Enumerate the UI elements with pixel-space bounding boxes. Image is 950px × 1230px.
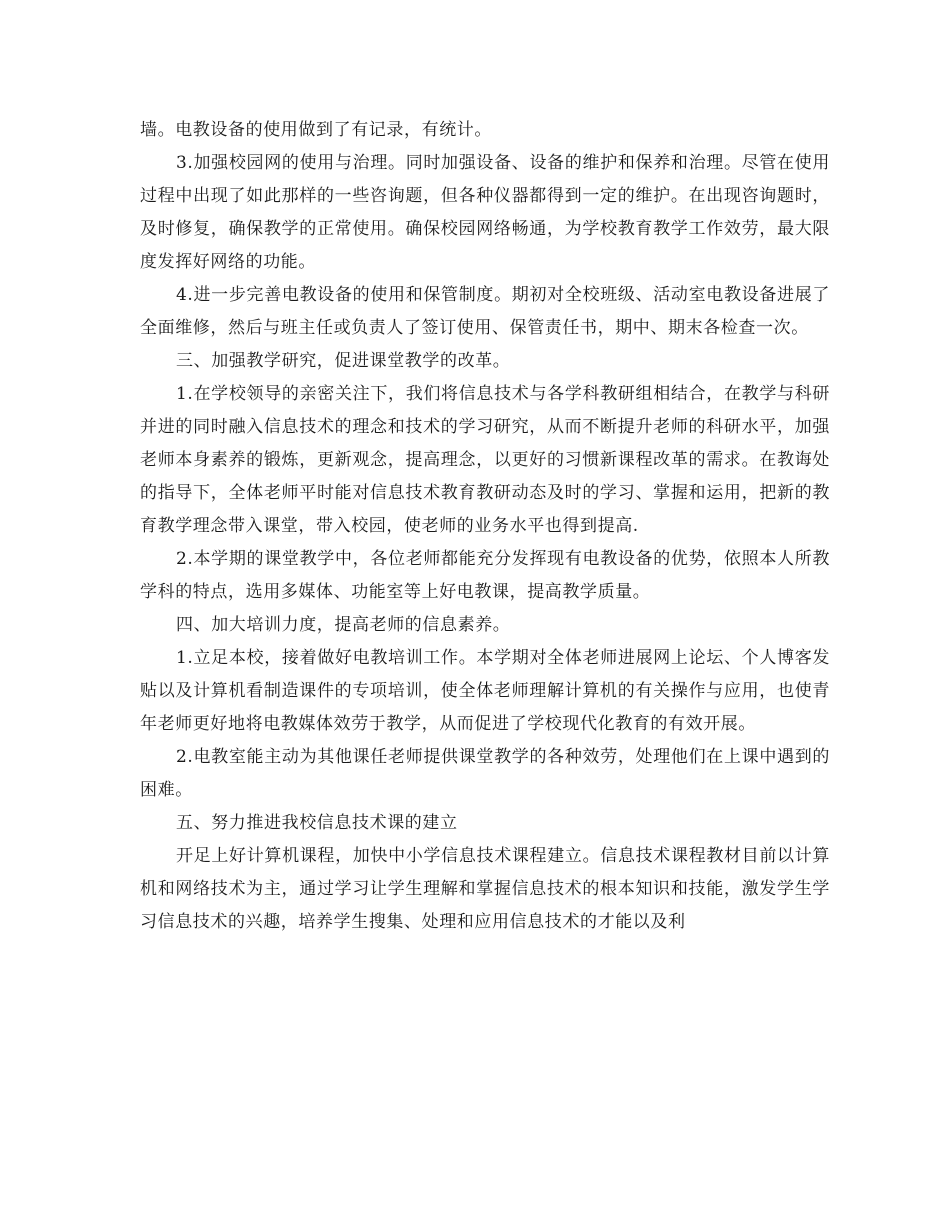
paragraph: 墙。电教设备的使用做到了有记录，有统计。 — [140, 120, 492, 140]
section-heading: 三、加强教学研究，促进课堂教学的改革。 — [176, 351, 511, 371]
paragraph: 1.立足本校，接着做好电教培训工作。本学期对全体老师进展网上论坛、个人博客发贴以及计算机看制造课件的专项培训，使全体老师理解计算机的有关操作与应用，也使青年老师更好地将电教媒体效劳于教学，从而促进了学校现代化教育的有效开展。 — [140, 648, 830, 734]
paragraph: 2.电教室能主动为其他课任老师提供课堂教学的各种效劳，处理他们在上课中遇到的困难。 — [140, 747, 830, 800]
paragraph: 4.进一步完善电教设备的使用和保管制度。期初对全校班级、活动室电教设备进展了全面维修，然后与班主任或负责人了签订使用、保管责任书，期中、期末各检查一次。 — [140, 285, 830, 338]
paragraph: 2.本学期的课堂教学中，各位老师都能充分发挥现有电教设备的优势，依照本人所教学科的特点，选用多媒体、功能室等上好电教课，提高教学质量。 — [140, 549, 830, 602]
paragraph: 开足上好计算机课程，加快中小学信息技术课程建立。信息技术课程教材目前以计算机和网络技术为主，通过学习让学生理解和掌握信息技术的根本知识和技能，激发学生学习信息技术的兴趣，培养学生搜集、处理和应用信息技术的才能以及利 — [140, 846, 830, 932]
paragraph: 3.加强校园网的使用与治理。同时加强设备、设备的维护和保养和治理。尽管在使用过程中出现了如此那样的一些咨询题，但各种仪器都得到一定的维护。在出现咨询题时，及时修复，确保教学的正常使用。确保校园网络畅通，为学校教育教学工作效劳，最大限度发挥好网络的功能。 — [140, 153, 830, 272]
paragraph: 1.在学校领导的亲密关注下，我们将信息技术与各学科教研组相结合，在教学与科研并进的同时融入信息技术的理念和技术的学习研究，从而不断提升老师的科研水平，加强老师本身素养的锻炼，更新观念，提高理念，以更好的习惯新课程改革的需求。在教诲处的指导下，全体老师平时能对信息技术教育教研动态及时的学习、掌握和运用，把新的教育教学理念带入课堂，带入校园，使老师的业务水平也得到提高. — [140, 384, 830, 536]
section-heading: 四、加大培训力度，提高老师的信息素养。 — [176, 615, 511, 635]
section-heading: 五、努力推进我校信息技术课的建立 — [176, 813, 458, 833]
document-body — [140, 114, 830, 939]
